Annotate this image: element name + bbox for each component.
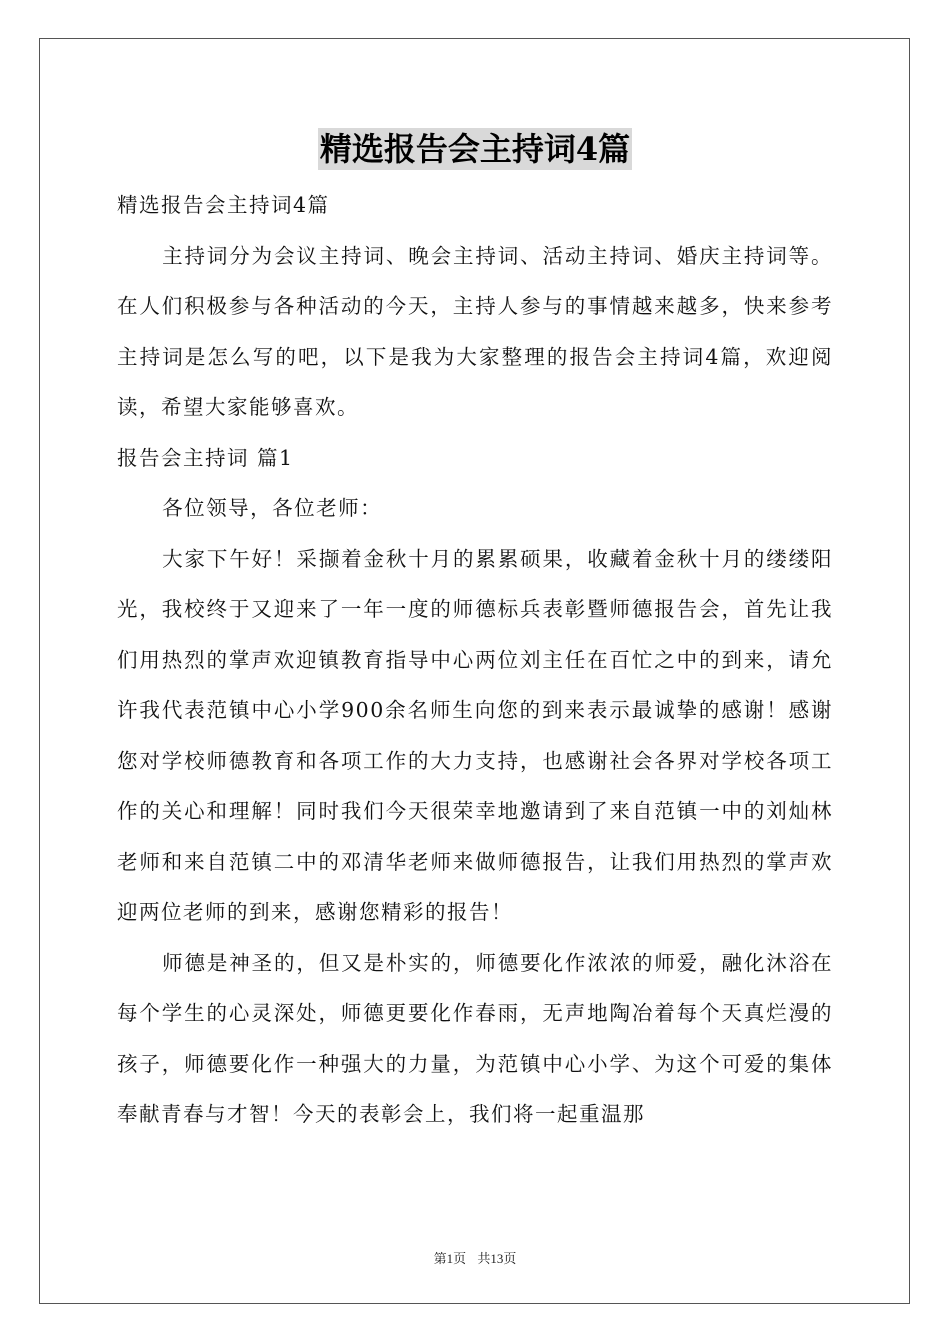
paragraph: 各位领导，各位老师： [162,496,383,520]
current-page-label: 第1页 [433,1251,467,1266]
document-body [117,180,833,1140]
page-footer [0,1248,950,1267]
paragraph: 精选报告会主持词4篇 [117,193,330,217]
section-heading: 报告会主持词 篇1 [117,445,294,470]
paragraph: 大家下午好！采撷着金秋十月的累累硕果，收藏着金秋十月的缕缕阳光，我校终于又迎来了一年一度的师德标兵表彰暨师德报告会，首先让我们用热烈的掌声欢迎镇教育指导中心两位刘主任在百忙之中的到来，请允许我代表范镇中心小学900余名师生向您的到来表示最诚挚的感谢！感谢您对学校师德教育和各项工作的大力支持，也感谢社会各界对学校各项工作的关心和理解！同时我们今天很荣幸地邀请到了来自范镇一中的刘灿林老师和来自范镇二中的邓清华老师来做师德报告，让我们用热烈的掌声欢迎两位老师的到来，感谢您精彩的报告！ [117,546,833,924]
total-pages-label: 共13页 [477,1251,517,1266]
title-area [0,128,950,170]
document-title: 精选报告会主持词4篇 [319,130,631,168]
paragraph: 师德是神圣的，但又是朴实的，师德要化作浓浓的师爱，融化沐浴在每个学生的心灵深处，师德更要化作春雨，无声地陶冶着每个天真烂漫的孩子，师德要化作一种强大的力量，为范镇中心小学、为这个可爱的集体奉献青春与才智！今天的表彰会上，我们将一起重温那 [117,950,833,1126]
paragraph: 主持词分为会议主持词、晚会主持词、活动主持词、婚庆主持词等。在人们积极参与各种活动的今天，主持人参与的事情越来越多，快来参考主持词是怎么写的吧，以下是我为大家整理的报告会主持词4篇，欢迎阅读，希望大家能够喜欢。 [117,243,833,419]
